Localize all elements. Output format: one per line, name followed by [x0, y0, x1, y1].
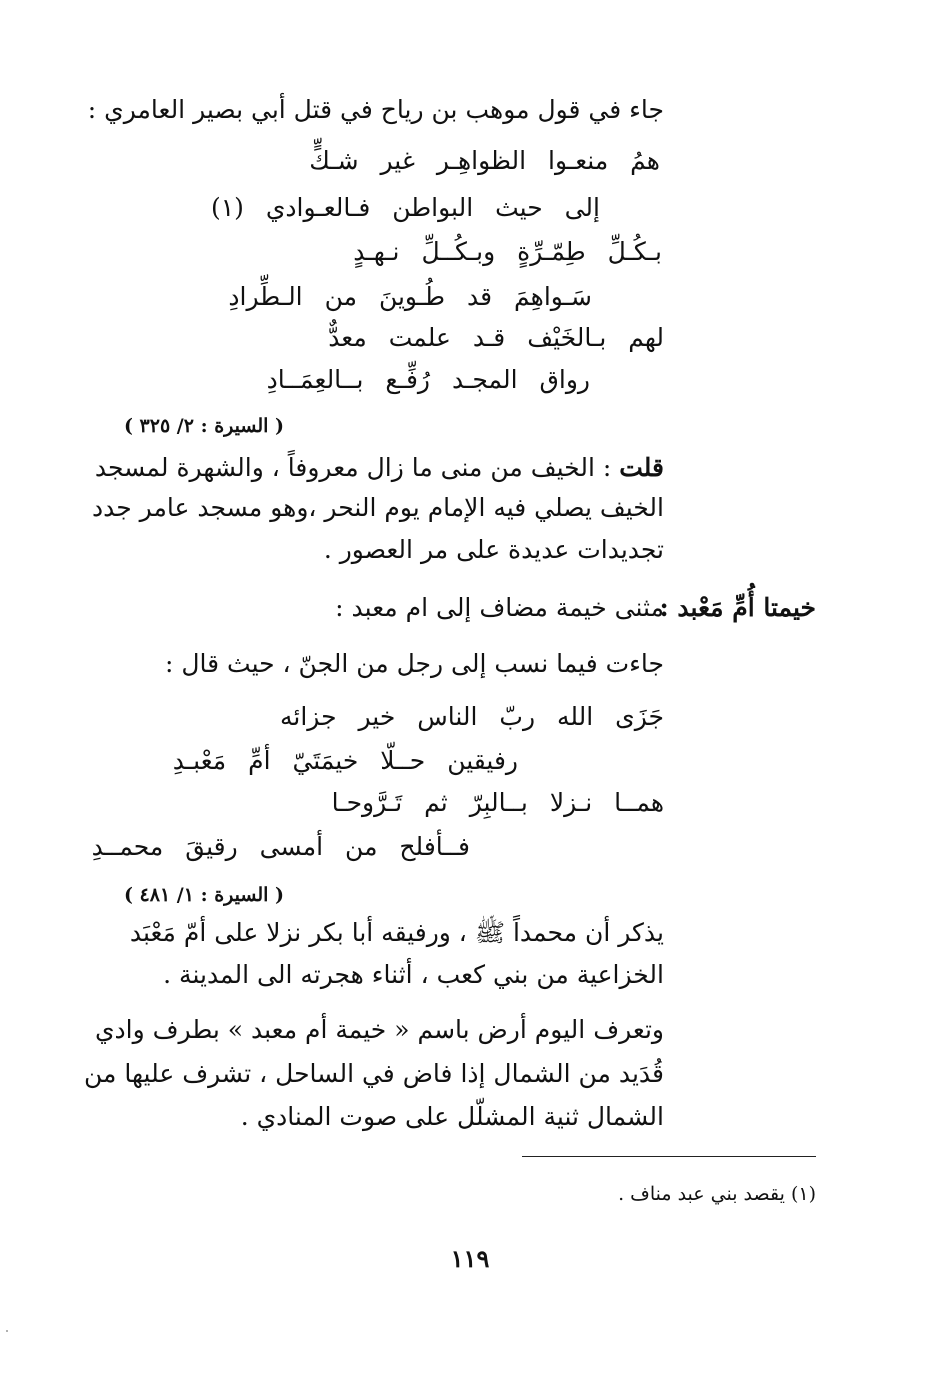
qult-text-1: : الخيف من منى ما زال معروفاً ، والشهرة لمسجد: [94, 453, 612, 482]
para1-line-2: الخزاعية من بني كعب ، أثناء هجرته الى المدينة .: [163, 960, 664, 989]
entry-heading: خيمتا أُمِّ مَعْبد :: [659, 593, 816, 622]
source-citation-1: ( السيرة : ٢/ ٣٢٥ ): [123, 415, 284, 437]
poem2-verse-3: همــا نـزلا بــالبِرّ ثم تَـرَّوحـا: [331, 788, 664, 817]
intro-line: جاء في قول موهب بن رياح في قتل أبي بصير العامري :: [87, 95, 664, 124]
qult-line-2: الخيف يصلي فيه الإمام يوم النحر ،وهو مسجد عامر جدد: [92, 493, 664, 522]
poem1-verse-6: رواق المجـد رُفِّـع بــالعِمَــادِ: [266, 365, 590, 394]
footnote-divider: [522, 1156, 816, 1157]
qult-line-1: [95, 450, 664, 486]
poem2-verse-2: رفيقين حــلّا خيمَتَيّ أمِّ مَعْبـدِ: [172, 746, 518, 775]
poem1-verse-1: همُ منعـوا الظواهِـر غير شـكٍّ: [309, 146, 660, 175]
poem1-verse-2: إلى حيث البواطن فـالعـوادي (١): [210, 193, 600, 222]
poem2-verse-4: فــأفلح من أمسى رقيقَ محمــدِ: [91, 832, 470, 861]
footnote: (١) يقصد بني عبد مناف .: [618, 1183, 816, 1205]
poem1-verse-5: لهم بـالخَيْف قـد علمت معدٌّ: [328, 323, 664, 352]
para2-line-1: وتعرف اليوم أرض باسم « خيمة أم معبد » بطرف وادي: [94, 1015, 664, 1044]
page-number: ١١٩: [450, 1244, 490, 1273]
qult-line-3: تجديدات عديدة على مر العصور .: [323, 535, 664, 564]
entry-definition: مثنى خيمة مضاف إلى ام معبد :: [335, 593, 664, 622]
poem1-verse-3: بـكُـلِّ طِمّـرِّةٍ وبـكُــلِّ نـهـدٍ: [353, 237, 662, 266]
para2-line-3: الشمال ثنية المشلّل على صوت المنادي .: [240, 1102, 664, 1131]
para1-line-1: يذكر أن محمداً ﷺ ، ورفيقه أبا بكر نزلا على أمّ مَعْبَد: [129, 918, 664, 947]
jaat-line: جاءت فيما نسب إلى رجل من الجنّ ، حيث قال :: [165, 649, 664, 678]
source-citation-2: ( السيرة : ١/ ٤٨١ ): [123, 884, 284, 906]
scan-speck: [6, 1330, 8, 1332]
para2-line-2: قُدَيد من الشمال إذا فاض في الساحل ، تشرف عليها من: [84, 1059, 664, 1088]
poem1-verse-4: سَـواهِمَ قد طُـوينَ من الـطِّرادِ: [228, 282, 592, 311]
poem2-verse-1: جَزَى الله ربّ الناس خير جزائه: [280, 702, 664, 731]
qult-label: قلت: [619, 453, 664, 482]
